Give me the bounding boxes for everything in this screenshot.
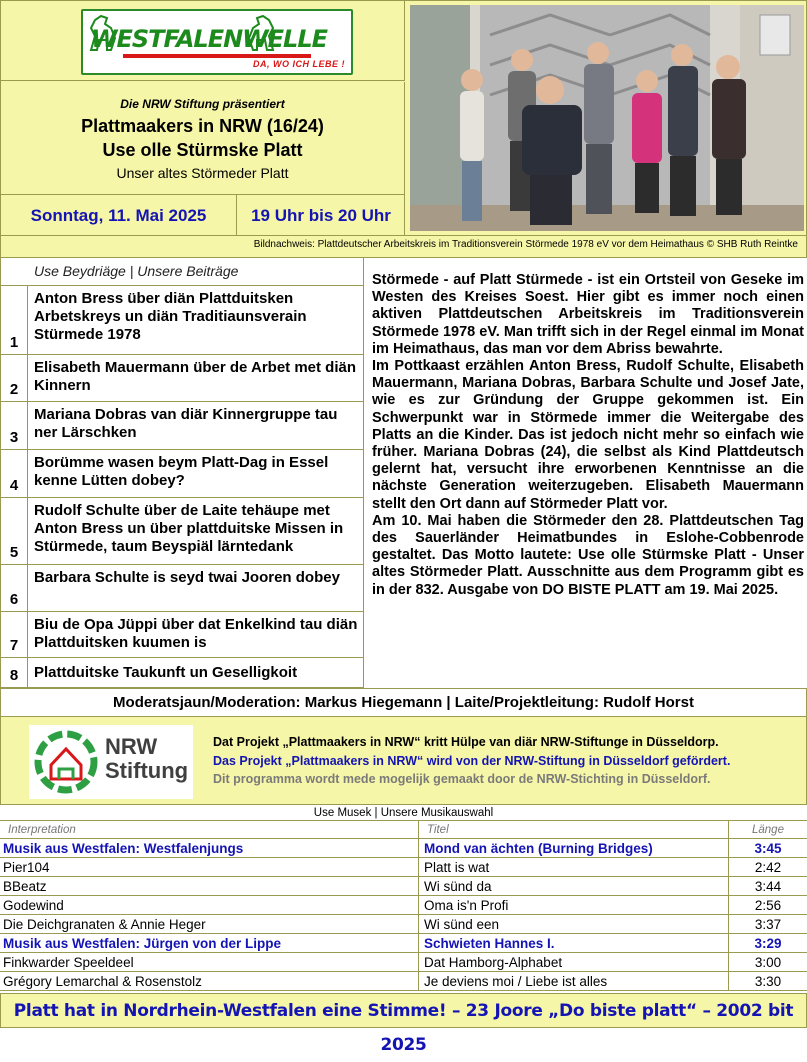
contribution-number: 2 bbox=[1, 355, 28, 401]
contribution-number: 4 bbox=[1, 450, 28, 497]
music-title: Je deviens moi / Liebe ist alles bbox=[418, 972, 728, 991]
nrw-stiftung-logo bbox=[29, 725, 193, 799]
music-row bbox=[0, 858, 807, 877]
sponsor-text-plattdeutsch: Dat Projekt „Plattmaakers in NRW“ kritt Hülpe van diär NRW-Stiftunge in Düsseldorp. bbox=[213, 735, 719, 749]
logo-cell bbox=[1, 1, 405, 81]
contribution-text: Biu de Opa Jüppi über dat Enkelkind tau diän Plattduitsken kuumen is bbox=[34, 616, 358, 651]
logo-slogan: DA, WO ICH LEBE ! bbox=[253, 59, 345, 69]
contribution-number: 1 bbox=[1, 286, 28, 354]
contribution-row bbox=[0, 565, 364, 612]
broadcast-date: Sonntag, 11. Mai 2025 bbox=[1, 195, 237, 236]
wordmark-line-2: Stiftung bbox=[105, 758, 189, 783]
music-title: Wi sünd een bbox=[418, 915, 728, 934]
music-title: Oma is'n Profi bbox=[418, 896, 728, 915]
broadcast-time: 19 Uhr bis 20 Uhr bbox=[251, 206, 391, 225]
episode-subtitle: Unser altes Störmeder Platt bbox=[116, 165, 289, 181]
music-length: 2:56 bbox=[728, 896, 807, 915]
music-length: 3:30 bbox=[728, 972, 807, 991]
westfalenwelle-logo bbox=[81, 9, 353, 75]
contributions-table bbox=[0, 258, 364, 688]
music-artist: Pier104 bbox=[3, 860, 50, 875]
music-artist: Die Deichgranaten & Annie Heger bbox=[3, 917, 206, 932]
contribution-row bbox=[0, 450, 364, 498]
music-artist: Musik aus Westfalen: Jürgen von der Lippe bbox=[3, 936, 282, 951]
music-length: 3:29 bbox=[728, 934, 807, 953]
contribution-text: Mariana Dobras van diär Kinnergruppe tau ner Lärschken bbox=[34, 406, 338, 441]
music-row bbox=[0, 896, 807, 915]
contribution-number: 7 bbox=[1, 612, 28, 657]
music-length: 3:37 bbox=[728, 915, 807, 934]
title-block bbox=[1, 82, 405, 194]
col-title: Titel bbox=[418, 821, 728, 839]
header bbox=[0, 0, 807, 236]
music-title: Wi sünd da bbox=[418, 877, 728, 896]
music-row bbox=[0, 934, 807, 953]
contribution-row bbox=[0, 402, 364, 450]
photo-credit: Bildnachweis: Plattdeutscher Arbeitskreis im Traditionsverein Störmede 1978 eV vor dem Heimathaus © SHB Ruth Reintke bbox=[0, 236, 807, 258]
episode-title: Use olle Stürmske Platt bbox=[102, 140, 303, 160]
contribution-row bbox=[0, 658, 364, 688]
contribution-number: 5 bbox=[1, 498, 28, 564]
music-length: 3:45 bbox=[728, 839, 807, 858]
logo-brand-text: WESTFALENWELLE bbox=[91, 25, 328, 53]
contribution-number: 6 bbox=[1, 565, 28, 611]
music-length: 3:44 bbox=[728, 877, 807, 896]
story-paragraph: Im Pottkaast erzählen Anton Bress, Rudolf Schulte, Elisabeth Mauermann, Mariana Dobras, Barbara Schulte und Josef Jate, wie es zur Gründung der Gruppe gekommen ist. Ein Schwerpunkt war in Störmede immer die Weitergabe des Platts an die Kinder. Das ist jedoch nicht mehr so einfach wie früher. Mariana Dobras (24), die selbst als Kind Plattdeutsch gelernt hat, versucht ihre erworbenen Kenntnisse an die nächste Generation weiterzugeben. Elisabeth Mauermann stellt den Ort dann auf Störmeder Platt vor. bbox=[372, 358, 804, 512]
music-artist: Finkwarder Speeldeel bbox=[3, 955, 134, 970]
music-title: Mond van ächten (Burning Bridges) bbox=[418, 839, 728, 858]
music-row bbox=[0, 839, 807, 858]
music-artist: Musik aus Westfalen: Westfalenjungs bbox=[3, 841, 244, 856]
contribution-text: Anton Bress über diän Plattduitsken Arbetskreys un diän Traditiaunsverain Stürmede 1978 bbox=[34, 290, 307, 343]
contribution-text: Rudolf Schulte über de Laite tehäupe met Anton Bress un über plattduitske Missen in Stürmede, taum Beyspiäl lärntedank bbox=[34, 502, 344, 555]
music-artist: Godewind bbox=[3, 898, 64, 913]
music-length: 3:00 bbox=[728, 953, 807, 972]
music-title: Dat Hamborg-Alphabet bbox=[418, 953, 728, 972]
music-column-headers bbox=[0, 821, 807, 839]
contribution-text: Borümme wasen beym Platt-Dag in Essel kenne Lütten dobey? bbox=[34, 454, 329, 489]
music-title: Platt is wat bbox=[418, 858, 728, 877]
music-table bbox=[0, 805, 807, 993]
music-row bbox=[0, 915, 807, 934]
music-row bbox=[0, 953, 807, 972]
contribution-text: Plattduitske Taukunft un Geselligkoit bbox=[34, 664, 298, 681]
nrw-stiftung-wordmark bbox=[105, 735, 188, 783]
story-paragraph: Am 10. Mai haben die Störmeder den 28. Plattdeutschen Tag des Sauerländer Heimatbundes in Eslohe-Cobbenrode gestaltet. Das Motto lautete: Use olle Stürmske Platt - Unser altes Störmeder Platt. Ausschnitte aus dem Programm gibt es in der 832. Ausgabe von DO BISTE PLATT am 19. Mai 2025. bbox=[372, 512, 804, 598]
contribution-row bbox=[0, 498, 364, 565]
music-artist: Grégory Lemarchal & Rosenstolz bbox=[3, 974, 202, 989]
story-text bbox=[372, 272, 804, 599]
moderation-line: Moderatsjaun/Moderation: Markus Hiegemann | Laite/Projektleitung: Rudolf Horst bbox=[0, 688, 807, 717]
contribution-text: Elisabeth Mauermann über de Arbet met diän Kinnern bbox=[34, 359, 357, 394]
col-length: Länge bbox=[728, 821, 807, 839]
group-photo-illustration bbox=[410, 5, 804, 231]
sponsor-text-german: Das Projekt „Plattmaakers in NRW“ wird von der NRW-Stiftung in Düsseldorf gefördert. bbox=[213, 754, 731, 768]
logo-underline bbox=[123, 54, 311, 58]
nrw-emblem-icon bbox=[31, 725, 101, 799]
contribution-text: Barbara Schulte is seyd twai Jooren dobey bbox=[34, 569, 340, 586]
contribution-number: 8 bbox=[1, 658, 28, 687]
presenter-line: Die NRW Stiftung präsentiert bbox=[120, 97, 285, 111]
footer-slogan: Platt hat in Nordrhein-Westfalen eine Stimme! – 23 Joore „Do biste platt“ – 2002 bit 2025 bbox=[0, 993, 807, 1028]
music-row bbox=[0, 972, 807, 991]
contributions-heading: Use Beydriäge | Unsere Beiträge bbox=[0, 258, 364, 286]
group-photo bbox=[410, 5, 804, 231]
contribution-row bbox=[0, 612, 364, 658]
story-paragraph: Störmede - auf Platt Stürmede - ist ein Ortsteil von Geseke im Westen des Kreises Soest. Hier gibt es immer noch einen aktiven Plattdeutschen Arbeitskreis im Traditionsverein Störmede 1978 eV. Man trifft sich in der Regel einmal im Monat im Heimathaus, das man vor dem Abriss bewahrte. bbox=[372, 272, 804, 357]
sponsor-block bbox=[0, 717, 807, 805]
music-length: 2:42 bbox=[728, 858, 807, 877]
music-row bbox=[0, 877, 807, 896]
series-title: Plattmaakers in NRW (16/24) bbox=[81, 116, 324, 136]
broadcast-row bbox=[1, 194, 405, 236]
wordmark-line-1: NRW bbox=[105, 734, 158, 759]
sponsor-text-dutch: Dit programma wordt mede mogelijk gemaakt door de NRW-Stichting in Düsseldorf. bbox=[213, 772, 711, 786]
music-heading: Use Musek | Unsere Musikauswahl bbox=[0, 805, 807, 821]
contribution-row bbox=[0, 355, 364, 402]
col-interpret: Interpretation bbox=[8, 824, 76, 836]
music-artist: BBeatz bbox=[3, 879, 47, 894]
contribution-number: 3 bbox=[1, 402, 28, 449]
music-title: Schwieten Hannes I. bbox=[418, 934, 728, 953]
contribution-row bbox=[0, 286, 364, 355]
